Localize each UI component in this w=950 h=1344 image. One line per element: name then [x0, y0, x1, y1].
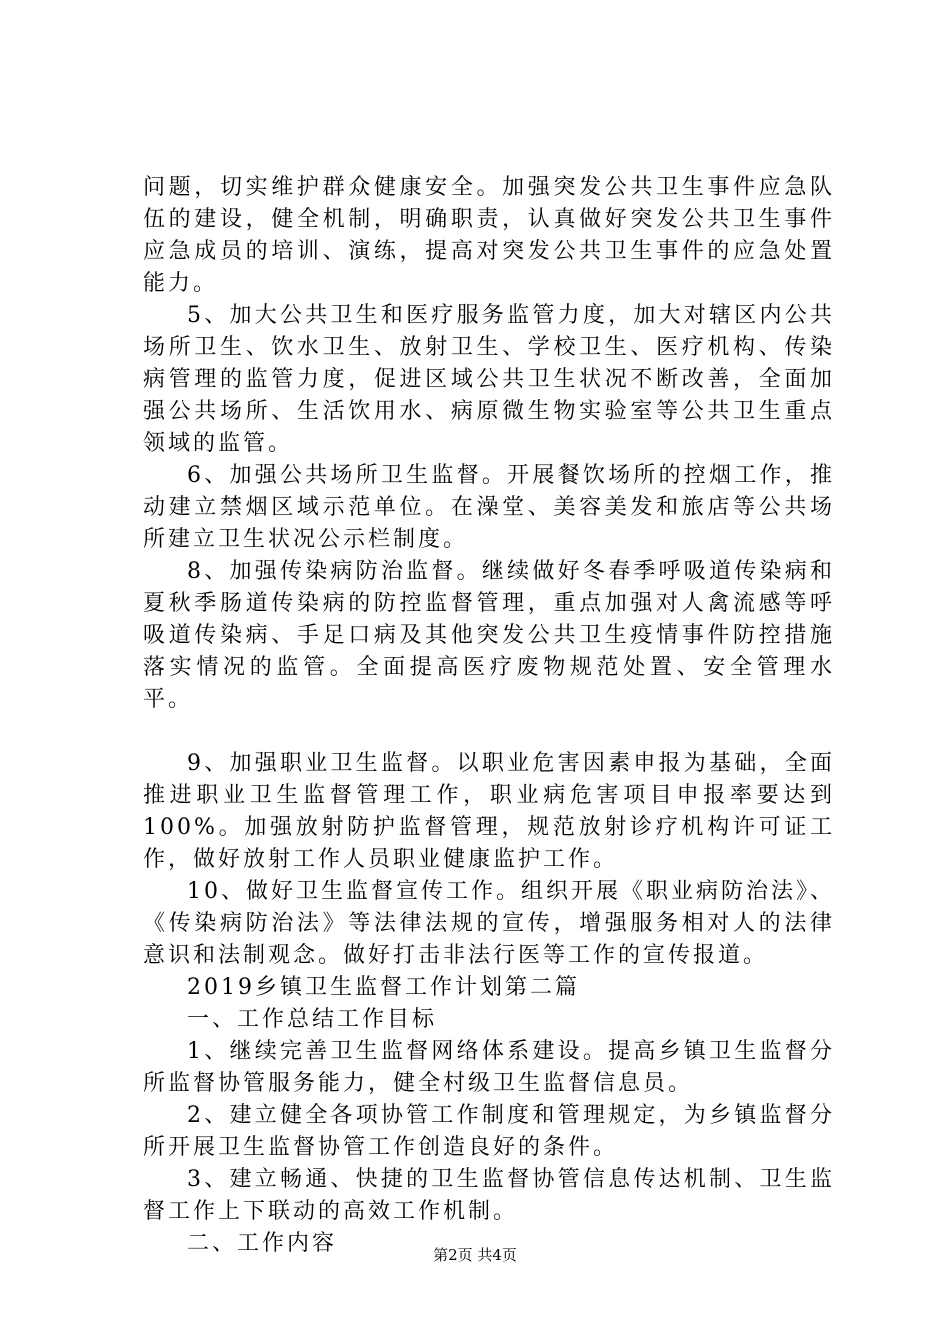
paragraph-1: 问题，切实维护群众健康安全。加强突发公共卫生事件应急队伍的建设，健全机制，明确职责，认真做好突发公共卫生事件应急成员的培训、演练，提高对突发公共卫生事件的应急处置能力。 — [143, 175, 835, 296]
goal-item-2: 2、建立健全各项协管工作制度和管理规定，为乡镇监督分所开展卫生监督协管工作创造良好的条件。 — [143, 1103, 835, 1160]
goal-item-3: 3、建立畅通、快捷的卫生监督协管信息传达机制、卫生监督工作上下联动的高效工作机制。 — [143, 1167, 835, 1224]
heading-content: 二、工作内容 — [187, 1231, 338, 1256]
paragraph-gap — [143, 716, 835, 748]
heading-goals: 一、工作总结工作目标 — [187, 1007, 438, 1032]
paragraph-item-9: 9、加强职业卫生监督。以职业危害因素申报为基础，全面推进职业卫生监督管理工作，职业病危害项目申报率要达到100%。加强放射防护监督管理，规范放射诊疗机构许可证工作，做好放射工作人员职业健康监护工作。 — [143, 751, 835, 872]
paragraph-item-8: 8、加强传染病防治监督。继续做好冬春季呼吸道传染病和夏秋季肠道传染病的防控监督管理，重点加强对人禽流感等呼吸道传染病、手足口病及其他突发公共卫生疫情事件防控措施落实情况的监管。全面提高医疗废物规范处置、安全管理水平。 — [143, 559, 835, 712]
section-title: 2019乡镇卫生监督工作计划第二篇 — [187, 975, 580, 1000]
paragraph-item-5: 5、加大公共卫生和医疗服务监管力度，加大对辖区内公共场所卫生、饮水卫生、放射卫生、学校卫生、医疗机构、传染病管理的监管力度，促进区域公共卫生状况不断改善，全面加强公共场所、生活饮用水、病原微生物实验室等公共卫生重点领域的监管。 — [143, 303, 835, 456]
document-body — [143, 172, 835, 1260]
page-footer: 第2页 共4页 — [433, 1246, 517, 1264]
goal-item-1: 1、继续完善卫生监督网络体系建设。提高乡镇卫生监督分所监督协管服务能力，健全村级卫生监督信息员。 — [143, 1039, 835, 1096]
paragraph-item-6: 6、加强公共场所卫生监督。开展餐饮场所的控烟工作，推动建立禁烟区域示范单位。在澡堂、美容美发和旅店等公共场所建立卫生状况公示栏制度。 — [143, 463, 835, 552]
paragraph-item-10: 10、做好卫生监督宣传工作。组织开展《职业病防治法》、《传染病防治法》等法律法规的宣传，增强服务相对人的法律意识和法制观念。做好打击非法行医等工作的宣传报道。 — [143, 879, 835, 968]
